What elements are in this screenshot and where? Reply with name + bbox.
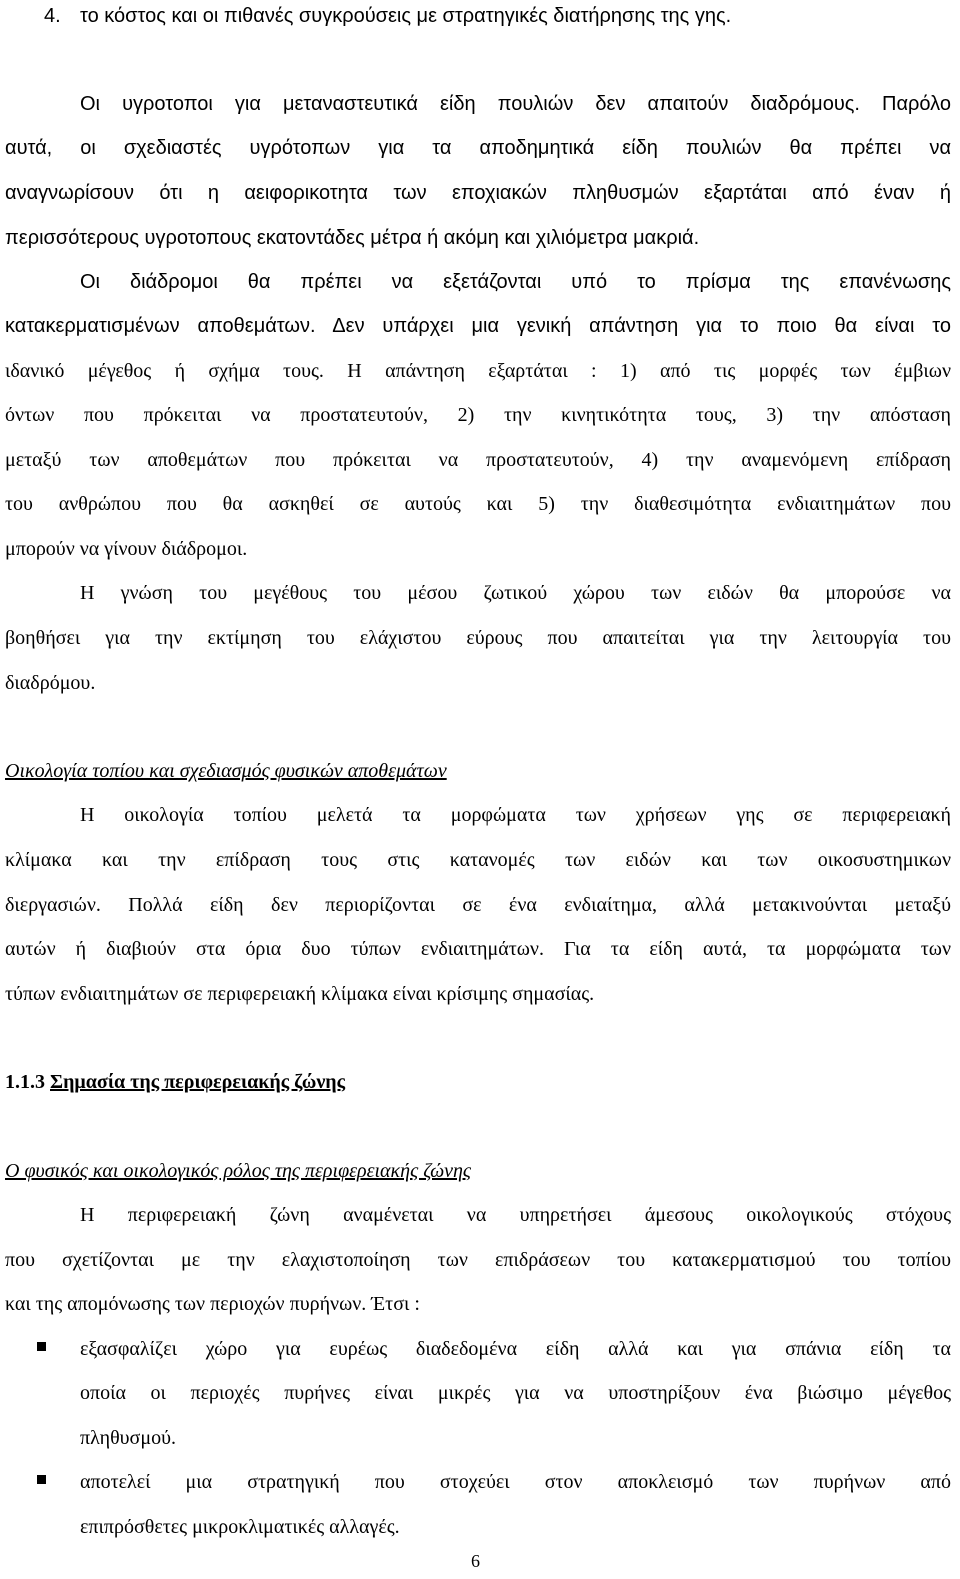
paragraph-2-line: όντων που πρόκειται να προστατευτούν, 2) την κινητικότητα τους, 3) την απόσταση — [5, 404, 951, 426]
bullet-marker — [37, 1475, 46, 1484]
bullet-2-line: αποτελεί μια στρατηγική που στοχεύει στον αποκλεισμό των πυρήνων από — [80, 1471, 951, 1493]
paragraph-2-line: μπορούν να γίνουν διάδρομοι. — [5, 538, 248, 560]
paragraph-4-line: τύπων ενδιαιτημάτων σε περιφερειακή κλίμακα είναι κρίσιμης σημασίας. — [5, 983, 595, 1005]
paragraph-2-line: του ανθρώπου που θα ασκηθεί σε αυτούς και 5) την διαθεσιμότητα ενδιαιτημάτων που — [5, 493, 951, 515]
subheading-peripheral-zone-role: Ο φυσικός και οικολογικός ρόλος της περιφερειακής ζώνης — [5, 1160, 472, 1182]
list-number: 4. — [44, 5, 61, 27]
bullet-2-line: επιπρόσθετες μικροκλιματικές αλλαγές. — [80, 1516, 400, 1538]
paragraph-2-line: Οι διάδρομοι θα πρέπει να εξετάζονται υπό το πρίσμα της επανένωσης — [80, 271, 951, 293]
paragraph-3-line: Η γνώση του μεγέθους του μέσου ζωτικού χώρου των ειδών θα μπορούσε να — [80, 582, 951, 604]
paragraph-4-line: Η οικολογία τοπίου μελετά τα μορφώματα των χρήσεων γης σε περιφερειακή — [80, 804, 951, 826]
bullet-marker — [37, 1342, 46, 1351]
bullet-1-line: πληθυσμού. — [80, 1427, 176, 1449]
paragraph-1-line: περισσότερους υγροτοπους εκατοντάδες μέτρα ή ακόμη και χιλιόμετρα μακριά. — [5, 227, 700, 249]
paragraph-2-line: ιδανικό μέγεθος ή σχήμα τους. Η απάντηση εξαρτάται : 1) από τις μορφές των έμβιων — [5, 360, 951, 382]
list-item-text: το κόστος και οι πιθανές συγκρούσεις με στρατηγικές διατήρησης της γης. — [80, 5, 732, 27]
paragraph-3-line: διαδρόμου. — [5, 672, 96, 694]
paragraph-5-line: Η περιφερειακή ζώνη αναμένεται να υπηρετήσει άμεσους οικολογικούς στόχους — [80, 1204, 951, 1226]
paragraph-4-line: αυτών ή διαβιούν στα όρια δυο τύπων ενδιαιτημάτων. Για τα είδη αυτά, τα μορφώματα των — [5, 938, 951, 960]
paragraph-2-line: μεταξύ των αποθεμάτων που πρόκειται να προστατευτούν, 4) την αναμενόμενη επίδραση — [5, 449, 951, 471]
paragraph-5-line: που σχετίζονται με την ελαχιστοποίηση των επιδράσεων του κατακερματισμού του τοπίου — [5, 1249, 951, 1271]
section-heading — [5, 1070, 345, 1094]
paragraph-2-line: κατακερματισμένων αποθεμάτων. Δεν υπάρχει μια γενική απάντηση για το ποιο θα είναι το — [5, 315, 951, 337]
paragraph-5-line: και της απομόνωσης των περιοχών πυρήνων. Έτσι : — [5, 1293, 420, 1315]
bullet-1-line: εξασφαλίζει χώρο για ευρέως διαδεδομένα είδη αλλά και για σπάνια είδη τα — [80, 1338, 951, 1360]
paragraph-1-line: αυτά, οι σχεδιαστές υγρότοπων για τα αποδημητικά είδη πουλιών θα πρέπει να — [5, 137, 951, 159]
bullet-1-line: οποία οι περιοχές πυρήνες είναι μικρές για να υποστηρίξουν ένα βιώσιμο μέγεθος — [80, 1382, 951, 1404]
paragraph-3-line: βοηθήσει για την εκτίμηση του ελάχιστου εύρους που απαιτείται για την λειτουργία του — [5, 627, 951, 649]
subheading-landscape-ecology: Οικολογία τοπίου και σχεδιασμός φυσικών αποθεμάτων — [5, 760, 447, 782]
paragraph-1-line: αναγνωρίσουν ότι η αειφορικοτητα των εποχιακών πληθυσμών εξαρτάται από έναν ή — [5, 182, 951, 204]
section-title: Σημασία της περιφερειακής ζώνης — [50, 1071, 346, 1093]
paragraph-4-line: διεργασιών. Πολλά είδη δεν περιορίζονται σε ένα ενδιαίτημα, αλλά μετακινούνται μεταξύ — [5, 894, 951, 916]
section-number: 1.1.3 — [5, 1071, 45, 1093]
paragraph-4-line: κλίμακα και την επίδραση τους στις κατανομές των ειδών και των οικοσυστημικων — [5, 849, 951, 871]
paragraph-1-line: Οι υγροτοποι για μεταναστευτικά είδη πουλιών δεν απαιτούν διαδρόμους. Παρόλο — [80, 93, 951, 115]
page-number: 6 — [471, 1551, 480, 1571]
